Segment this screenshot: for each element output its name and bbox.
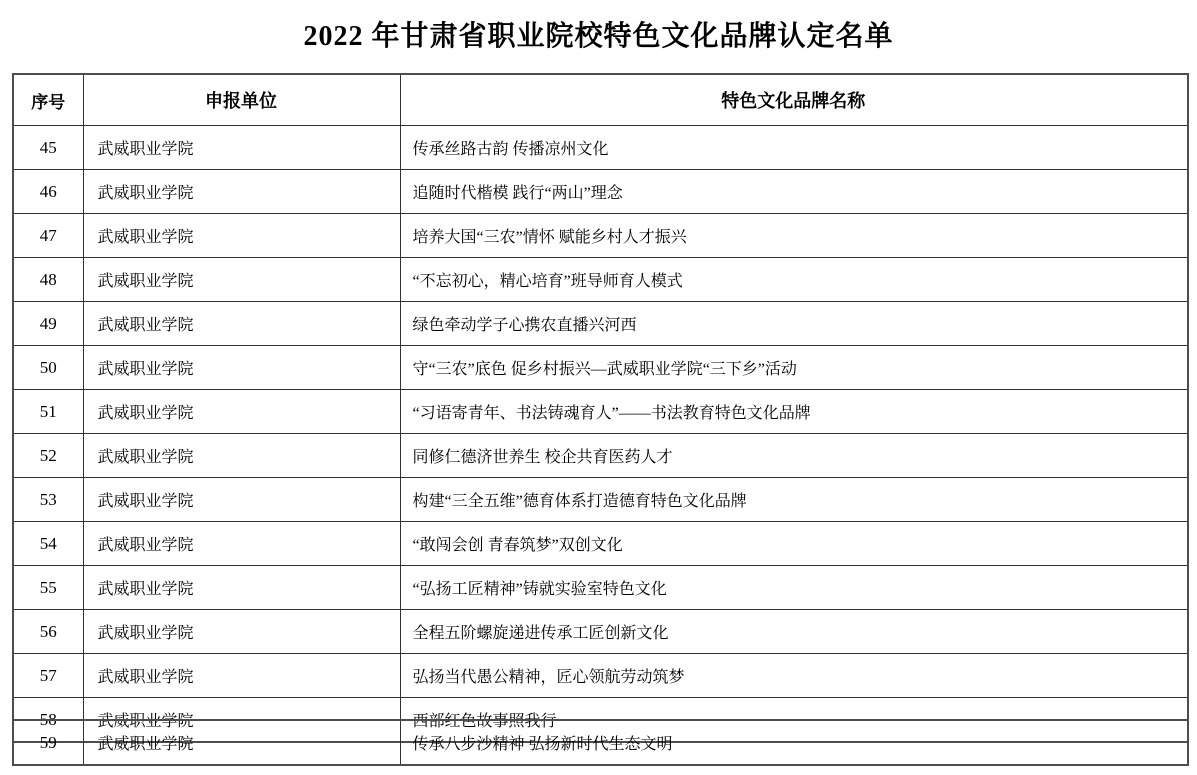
table-row xyxy=(13,478,1188,522)
brand-name-cell: “敢闯会创 青春筑梦”双创文化 xyxy=(400,522,1188,566)
unit-cell: 武威职业学院 xyxy=(83,390,400,434)
column-header-serial: 序号 xyxy=(13,74,83,126)
brand-name-cell: 传承八步沙精神 弘扬新时代生态文明 xyxy=(400,720,1188,765)
table-row xyxy=(13,302,1188,346)
serial-cell: 57 xyxy=(13,654,83,698)
table-row xyxy=(13,258,1188,302)
unit-cell: 武威职业学院 xyxy=(83,170,400,214)
unit-cell: 武威职业学院 xyxy=(83,522,400,566)
table-row xyxy=(13,346,1188,390)
table-row xyxy=(13,566,1188,610)
unit-cell: 武威职业学院 xyxy=(83,566,400,610)
unit-cell: 武威职业学院 xyxy=(83,434,400,478)
serial-cell: 51 xyxy=(13,390,83,434)
table-row xyxy=(13,610,1188,654)
brand-name-cell: “不忘初心，精心培育”班导师育人模式 xyxy=(400,258,1188,302)
table-row xyxy=(13,214,1188,258)
table-row xyxy=(13,654,1188,698)
unit-cell: 武威职业学院 xyxy=(83,610,400,654)
unit-cell: 武威职业学院 xyxy=(83,720,400,765)
serial-cell: 59 xyxy=(13,720,83,765)
brand-name-cell: 构建“三全五维”德育体系打造德育特色文化品牌 xyxy=(400,478,1188,522)
serial-cell: 56 xyxy=(13,610,83,654)
brand-table-continued xyxy=(12,719,1189,766)
serial-cell: 53 xyxy=(13,478,83,522)
brand-name-cell: “习语寄青年、书法铸魂育人”——书法教育特色文化品牌 xyxy=(400,390,1188,434)
brand-name-cell: 全程五阶螺旋递进传承工匠创新文化 xyxy=(400,610,1188,654)
brand-name-cell: 追随时代楷模 践行“两山”理念 xyxy=(400,170,1188,214)
serial-cell: 45 xyxy=(13,126,83,170)
brand-name-cell: “弘扬工匠精神”铸就实验室特色文化 xyxy=(400,566,1188,610)
serial-cell: 47 xyxy=(13,214,83,258)
serial-cell: 52 xyxy=(13,434,83,478)
table-row xyxy=(13,390,1188,434)
brand-table xyxy=(12,73,1189,743)
brand-name-cell: 绿色牵动学子心携农直播兴河西 xyxy=(400,302,1188,346)
serial-cell: 58 xyxy=(13,698,83,743)
serial-cell: 55 xyxy=(13,566,83,610)
serial-cell: 50 xyxy=(13,346,83,390)
brand-name-cell: 西部红色故事照我行 xyxy=(400,698,1188,743)
serial-cell: 46 xyxy=(13,170,83,214)
unit-cell: 武威职业学院 xyxy=(83,126,400,170)
brand-name-cell: 同修仁德济世养生 校企共育医药人才 xyxy=(400,434,1188,478)
column-header-unit: 申报单位 xyxy=(83,74,400,126)
page-title: 2022 年甘肃省职业院校特色文化品牌认定名单 xyxy=(303,21,894,52)
unit-cell: 武威职业学院 xyxy=(83,698,400,743)
unit-cell: 武威职业学院 xyxy=(83,654,400,698)
table-row xyxy=(13,170,1188,214)
unit-cell: 武威职业学院 xyxy=(83,478,400,522)
table-row xyxy=(13,720,1188,765)
serial-cell: 54 xyxy=(13,522,83,566)
unit-cell: 武威职业学院 xyxy=(83,302,400,346)
brand-name-cell: 守“三农”底色 促乡村振兴—武威职业学院“三下乡”活动 xyxy=(400,346,1188,390)
serial-cell: 48 xyxy=(13,258,83,302)
serial-cell: 49 xyxy=(13,302,83,346)
table-row xyxy=(13,522,1188,566)
brand-name-cell: 培养大国“三农”情怀 赋能乡村人才振兴 xyxy=(400,214,1188,258)
column-header-brand: 特色文化品牌名称 xyxy=(400,74,1188,126)
table-row xyxy=(13,126,1188,170)
unit-cell: 武威职业学院 xyxy=(83,258,400,302)
brand-name-cell: 弘扬当代愚公精神，匠心领航劳动筑梦 xyxy=(400,654,1188,698)
table-row xyxy=(13,434,1188,478)
unit-cell: 武威职业学院 xyxy=(83,346,400,390)
unit-cell: 武威职业学院 xyxy=(83,214,400,258)
brand-name-cell: 传承丝路古韵 传播凉州文化 xyxy=(400,126,1188,170)
table-header-row xyxy=(13,74,1188,126)
